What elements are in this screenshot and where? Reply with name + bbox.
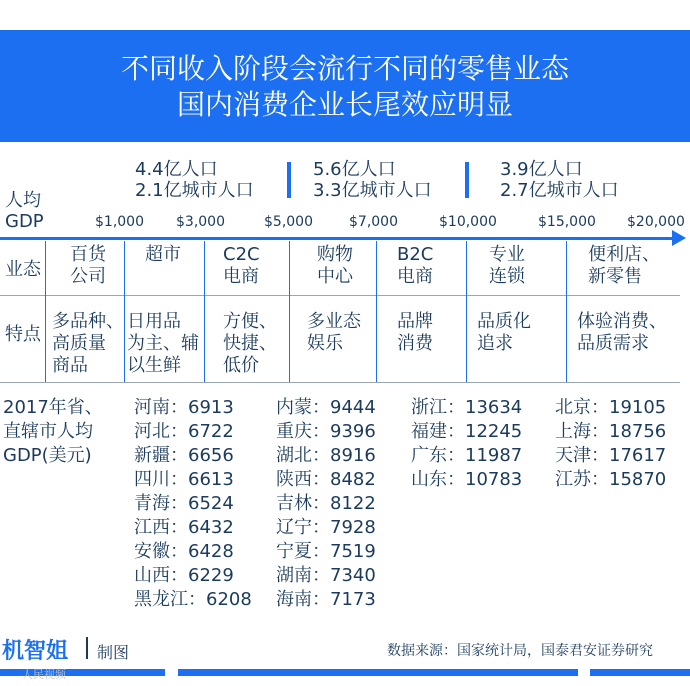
footer-separator bbox=[86, 637, 88, 659]
axis-tick-label: $7,000 bbox=[349, 214, 398, 230]
province-gdp: 福建：12245 bbox=[411, 421, 523, 442]
row-label-format: 业态 bbox=[5, 259, 41, 280]
population-2-urban: 3.3亿城市人口 bbox=[313, 180, 432, 201]
axis-tick-label: $15,000 bbox=[538, 214, 596, 230]
format-cell-line-2: 电商 bbox=[223, 266, 259, 287]
province-gdp: 重庆：9396 bbox=[276, 421, 376, 442]
feature-cell-line-1: 品质化 bbox=[477, 311, 531, 332]
format-cell-line-2: 新零售 bbox=[588, 266, 642, 287]
province-gdp: 海南：7173 bbox=[276, 589, 376, 610]
watermark-text: 人民视频 bbox=[22, 668, 66, 681]
province-gdp: 江西：6432 bbox=[134, 517, 234, 538]
axis-label-line-2: GDP bbox=[5, 211, 44, 232]
axis-tick-label: $1,000 bbox=[95, 214, 144, 230]
province-gdp: 上海：18756 bbox=[555, 421, 667, 442]
population-3-urban: 2.7亿城市人口 bbox=[500, 180, 619, 201]
feature-cell-line-2: 快捷、 bbox=[223, 333, 277, 354]
format-cell-line-1: C2C bbox=[223, 244, 260, 265]
province-gdp: 山东：10783 bbox=[411, 469, 523, 490]
axis-tick-label: $3,000 bbox=[176, 214, 225, 230]
gdp-section-label-2: 直辖市人均 bbox=[3, 421, 93, 442]
table-col-divider bbox=[376, 241, 377, 382]
axis-line bbox=[0, 237, 680, 240]
feature-cell-line-2: 品质需求 bbox=[577, 333, 649, 354]
feature-cell-line-1: 方便、 bbox=[223, 311, 277, 332]
feature-cell-line-2: 娱乐 bbox=[307, 333, 343, 354]
province-gdp: 陕西：8482 bbox=[276, 469, 376, 490]
table-row-divider bbox=[0, 382, 680, 383]
axis-tick-label: $20,000 bbox=[627, 214, 685, 230]
format-cell-line-2: 公司 bbox=[70, 266, 106, 287]
province-gdp: 河北：6722 bbox=[134, 421, 234, 442]
province-gdp: 浙江：13634 bbox=[411, 397, 523, 418]
footer-accent-bar bbox=[178, 669, 578, 676]
population-2-people: 5.6亿人口 bbox=[313, 159, 396, 180]
province-gdp: 天津：17617 bbox=[555, 445, 667, 466]
population-1-people: 4.4亿人口 bbox=[135, 159, 218, 180]
province-gdp: 北京：19105 bbox=[555, 397, 667, 418]
axis-tick-label: $5,000 bbox=[264, 214, 313, 230]
province-gdp: 广东：11987 bbox=[411, 445, 523, 466]
format-cell-line-1: 便利店、 bbox=[588, 244, 660, 265]
feature-cell-line-3: 低价 bbox=[223, 355, 259, 376]
population-separator bbox=[287, 162, 291, 198]
province-gdp: 新疆：6656 bbox=[134, 445, 234, 466]
format-cell-line-2: 电商 bbox=[397, 266, 433, 287]
province-gdp: 湖南：7340 bbox=[276, 565, 376, 586]
province-gdp: 辽宁：7928 bbox=[276, 517, 376, 538]
population-3-people: 3.9亿人口 bbox=[500, 159, 583, 180]
province-gdp: 吉林：8122 bbox=[276, 493, 376, 514]
format-cell-line-1: 专业 bbox=[489, 244, 525, 265]
feature-cell-line-1: 多品种、 bbox=[52, 311, 124, 332]
brand-logo: 机智姐 bbox=[2, 639, 69, 664]
format-cell-line-2: 中心 bbox=[317, 266, 353, 287]
province-gdp: 内蒙：9444 bbox=[276, 397, 376, 418]
province-gdp: 黑龙江：6208 bbox=[134, 589, 252, 610]
feature-cell-line-3: 以生鲜 bbox=[127, 355, 181, 376]
province-gdp: 宁夏：7519 bbox=[276, 541, 376, 562]
format-cell-line-1: 百货 bbox=[70, 244, 106, 265]
gdp-section-label-3: GDP(美元) bbox=[3, 445, 92, 466]
table-col-divider bbox=[204, 241, 205, 382]
source-text: 数据来源：国家统计局，国泰君安证券研究 bbox=[387, 643, 653, 659]
province-gdp: 四川：6613 bbox=[134, 469, 234, 490]
province-gdp: 湖北：8916 bbox=[276, 445, 376, 466]
format-cell-line-1: 购物 bbox=[317, 244, 353, 265]
footer-accent-bar bbox=[590, 669, 690, 676]
province-gdp: 河南：6913 bbox=[134, 397, 234, 418]
table-col-divider bbox=[289, 241, 290, 382]
table-col-divider bbox=[124, 241, 125, 382]
axis-label-line-1: 人均 bbox=[5, 190, 41, 211]
province-gdp: 青海：6524 bbox=[134, 493, 234, 514]
feature-cell-line-2: 高质量 bbox=[52, 333, 106, 354]
province-gdp: 安徽：6428 bbox=[134, 541, 234, 562]
province-gdp: 山西：6229 bbox=[134, 565, 234, 586]
gdp-section-label-1: 2017年省、 bbox=[3, 397, 103, 418]
feature-cell-line-1: 多业态 bbox=[307, 311, 361, 332]
made-label: 制图 bbox=[97, 643, 130, 662]
table-col-divider bbox=[45, 241, 46, 382]
feature-cell-line-1: 体验消费、 bbox=[577, 311, 667, 332]
table-row-divider bbox=[0, 295, 680, 296]
feature-cell-line-1: 日用品 bbox=[127, 311, 181, 332]
format-cell-line-1: B2C bbox=[397, 244, 434, 265]
axis-tick-label: $10,000 bbox=[439, 214, 497, 230]
feature-cell-line-2: 追求 bbox=[477, 333, 513, 354]
table-col-divider bbox=[566, 241, 567, 382]
title-line-1: 不同收入阶段会流行不同的零售业态 bbox=[120, 52, 569, 85]
feature-cell-line-2: 为主、辅 bbox=[127, 333, 199, 354]
population-1-urban: 2.1亿城市人口 bbox=[135, 180, 254, 201]
format-cell-line-1: 超市 bbox=[145, 244, 181, 265]
axis-arrow-icon bbox=[672, 230, 686, 246]
population-separator bbox=[465, 162, 469, 198]
title-line-2: 国内消费企业长尾效应明显 bbox=[176, 88, 513, 121]
province-gdp: 江苏：15870 bbox=[555, 469, 667, 490]
table-col-divider bbox=[466, 241, 467, 382]
format-cell-line-2: 连锁 bbox=[489, 266, 525, 287]
feature-cell-line-3: 商品 bbox=[52, 355, 88, 376]
feature-cell-line-2: 消费 bbox=[397, 333, 433, 354]
row-label-feature: 特点 bbox=[5, 324, 41, 345]
feature-cell-line-1: 品牌 bbox=[397, 311, 433, 332]
